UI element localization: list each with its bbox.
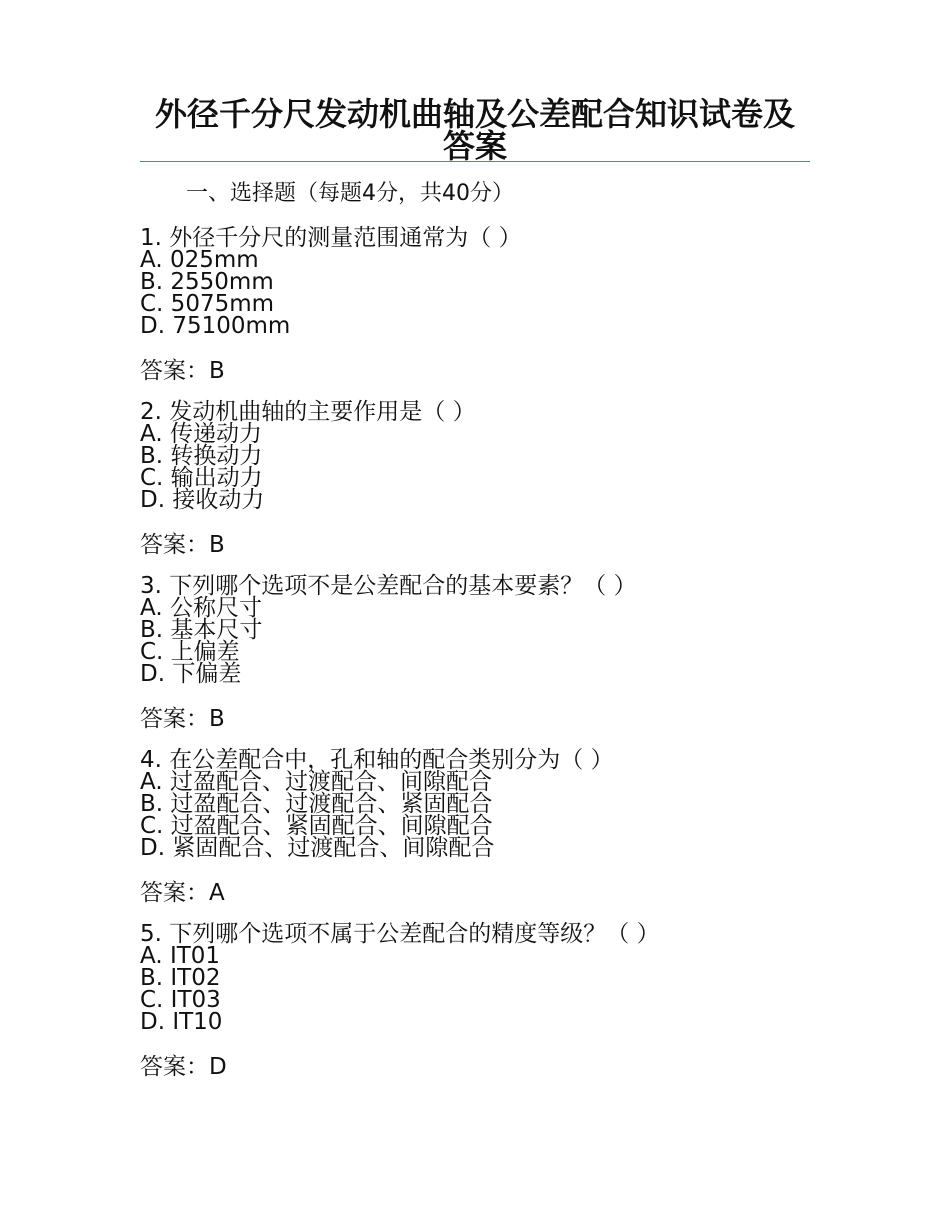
option-d: D. 75100mm bbox=[140, 313, 291, 339]
option-d: D. 紧固配合、过渡配合、间隙配合 bbox=[140, 835, 495, 861]
question-1 bbox=[140, 227, 522, 384]
option-c: C. 输出动力 bbox=[140, 465, 263, 491]
section-heading: 一、选择题（每题4分，共40分） bbox=[186, 181, 514, 206]
question-stem: 1. 外径千分尺的测量范围通常为（ ） bbox=[140, 225, 522, 251]
question-5 bbox=[140, 923, 660, 1080]
question-3 bbox=[140, 575, 637, 732]
option-b: B. 2550mm bbox=[140, 269, 274, 295]
option-a: A. IT01 bbox=[140, 943, 221, 969]
option-c: C. 过盈配合、紧固配合、间隙配合 bbox=[140, 813, 493, 839]
question-stem: 4. 在公差配合中，孔和轴的配合类别分为（ ） bbox=[140, 747, 614, 773]
answer-text: 答案：B bbox=[140, 358, 225, 384]
question-stem: 5. 下列哪个选项不属于公差配合的精度等级？（ ） bbox=[140, 921, 660, 947]
question-4 bbox=[140, 749, 614, 906]
answer-text: 答案：B bbox=[140, 706, 225, 732]
option-b: B. 转换动力 bbox=[140, 443, 263, 469]
question-stem: 2. 发动机曲轴的主要作用是（ ） bbox=[140, 399, 476, 425]
question-stem: 3. 下列哪个选项不是公差配合的基本要素？（ ） bbox=[140, 573, 637, 599]
option-d: D. 下偏差 bbox=[140, 661, 242, 687]
answer-text: 答案：D bbox=[140, 1054, 227, 1080]
option-c: C. 5075mm bbox=[140, 291, 275, 317]
document-title: 外径千分尺发动机曲轴及公差配合知识试卷及答案 bbox=[154, 95, 795, 165]
option-b: B. 过盈配合、过渡配合、紧固配合 bbox=[140, 791, 493, 817]
option-a: A. 025mm bbox=[140, 247, 259, 273]
title-underline bbox=[140, 161, 810, 162]
answer-text: 答案：B bbox=[140, 532, 225, 558]
option-d: D. IT10 bbox=[140, 1009, 223, 1035]
option-b: B. 基本尺寸 bbox=[140, 617, 263, 643]
option-c: C. 上偏差 bbox=[140, 639, 240, 665]
option-a: A. 公称尺寸 bbox=[140, 595, 262, 621]
option-b: B. IT02 bbox=[140, 965, 221, 991]
option-c: C. IT03 bbox=[140, 987, 221, 1013]
option-d: D. 接收动力 bbox=[140, 487, 265, 513]
answer-text: 答案：A bbox=[140, 880, 225, 906]
option-a: A. 传递动力 bbox=[140, 421, 262, 447]
question-2 bbox=[140, 401, 476, 558]
option-a: A. 过盈配合、过渡配合、间隙配合 bbox=[140, 769, 492, 795]
